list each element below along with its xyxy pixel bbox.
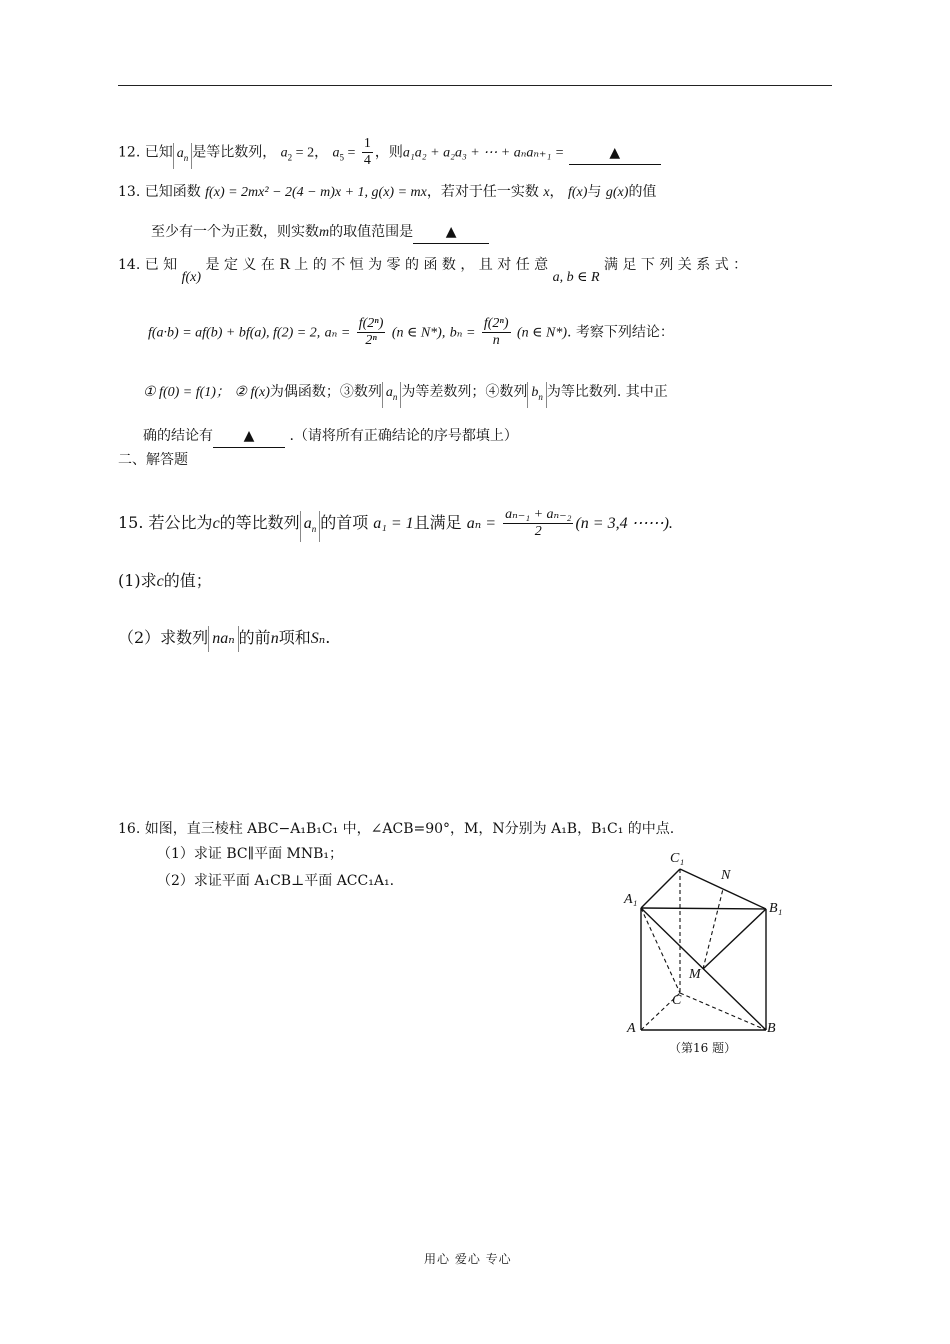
question-12: 12. 已知 $a_n$ 是等比数列， $a_2 = 2$， $a_5$ = $\frac{1}{4}$ ，则a₁a₂ + a₂a₃ + ⋯ + aₙaₙ₊₁ = ▲ <box>118 136 661 169</box>
answer-blank-12[interactable]: ▲ <box>569 142 661 165</box>
question-13: 13. 已知函数 f(x) = 2mx² − 2(4 − m)x + 1, g(x) = mx，若对于任一实数 x， f(x)与 g(x)的值 <box>118 184 657 200</box>
segment-A1-C <box>641 908 680 993</box>
question-14-answer: 确的结论有 ▲ .（请将所有正确结论的序号都填上） <box>143 425 518 448</box>
fraction-recurrence: $\frac{\text{aₙ₋₁ + aₙ₋₂}}{2}$ <box>505 507 572 539</box>
label-C1: C₁ <box>670 851 685 866</box>
functional-equation: f(a·b) = af(b) + bf(a), f(2) = 2, <box>148 325 321 341</box>
question-16-part2: （2）求证平面 A₁CB⊥平面 ACC₁A₁. <box>157 873 395 889</box>
q12-number: 12. <box>118 144 141 161</box>
label-C: C <box>672 993 682 1008</box>
question-15-part1: (1)求c的值； <box>118 571 212 590</box>
edge-A1-C1 <box>641 869 680 908</box>
section-heading: 二、解答题 <box>118 452 188 468</box>
figure-caption: （第16 题） <box>669 1041 737 1055</box>
fraction-one-quarter: $\frac{1}{4}$ <box>363 136 371 168</box>
label-A: A <box>627 1021 636 1036</box>
question-14: 14. 已 知 f(x) 是 定 义 在 R 上 的 不 恒 为 零 的 函 数 ， 且 对 任 意 a, b ∈ R 满 足 下 列 关 系 式 ： <box>118 257 748 285</box>
segment-B1-M <box>703 909 766 969</box>
fraction-an: $\frac{\text{f(2ⁿ)}}{\text{2ⁿ}}$ <box>358 316 384 348</box>
answer-blank-13[interactable]: ▲ <box>413 221 489 244</box>
question-14-conclusions: ① f(0) = f(1)； ② f(x)为偶函数；③数列 $a_n$ 为等差数列；④数列 $b_n$ 为等比数列. 其中正 <box>143 381 668 408</box>
label-B: B <box>767 1021 776 1036</box>
answer-blank-14[interactable]: ▲ <box>213 425 285 448</box>
conclusion-2: ② f(x) <box>234 385 270 400</box>
question-13-line2: 至少有一个为正数，则实数m的取值范围是 ▲ <box>151 221 489 244</box>
segment-M-N <box>703 889 723 969</box>
question-16: 16. 如图，直三棱柱 ABC−A₁B₁C₁ 中，∠ACB=90°，M，N分别为 A₁B，B₁C₁ 的中点. <box>118 821 675 837</box>
label-B1: B₁ <box>769 901 783 916</box>
question-15: 15. 若公比为c的等比数列 $a_n$ 的首项 a₁ = 1且满足 aₙ = $\frac{\text{aₙ₋₁ + aₙ₋₂}}{2}$ (n = 3,4 ⋯⋯). <box>118 507 673 542</box>
question-14-relations: f(a·b) = af(b) + bf(a), f(2) = 2, aₙ = $\frac{\text{f(2ⁿ)}}{\text{2ⁿ}}$ (n ∈ N*), bₙ = $\frac{\text{f(2ⁿ)}}{n}$ (n ∈ N*). 考察下列结论： <box>148 316 674 348</box>
function-f-g-def: f(x) = 2mx² − 2(4 − m)x + 1, g(x) = mx <box>205 185 427 200</box>
conclusion-1: ① f(0) = f(1)； <box>143 385 230 400</box>
edge-A1-B1 <box>641 908 766 909</box>
question-15-part2: （2）求数列 naₙ 的前n项和Sₙ. <box>118 625 330 652</box>
page-footer: 用心 爱心 专心 <box>424 1252 512 1266</box>
question-16-part1: （1）求证 BC∥平面 MNB₁； <box>157 846 344 862</box>
label-M: M <box>689 967 701 982</box>
header-rule <box>118 85 832 86</box>
prism-figure <box>615 842 795 1062</box>
fraction-bn: $\frac{\text{f(2ⁿ)}}{n}$ <box>483 316 509 348</box>
label-A1: A₁ <box>624 892 638 907</box>
label-N: N <box>721 868 731 883</box>
edge-C-B <box>680 993 766 1030</box>
